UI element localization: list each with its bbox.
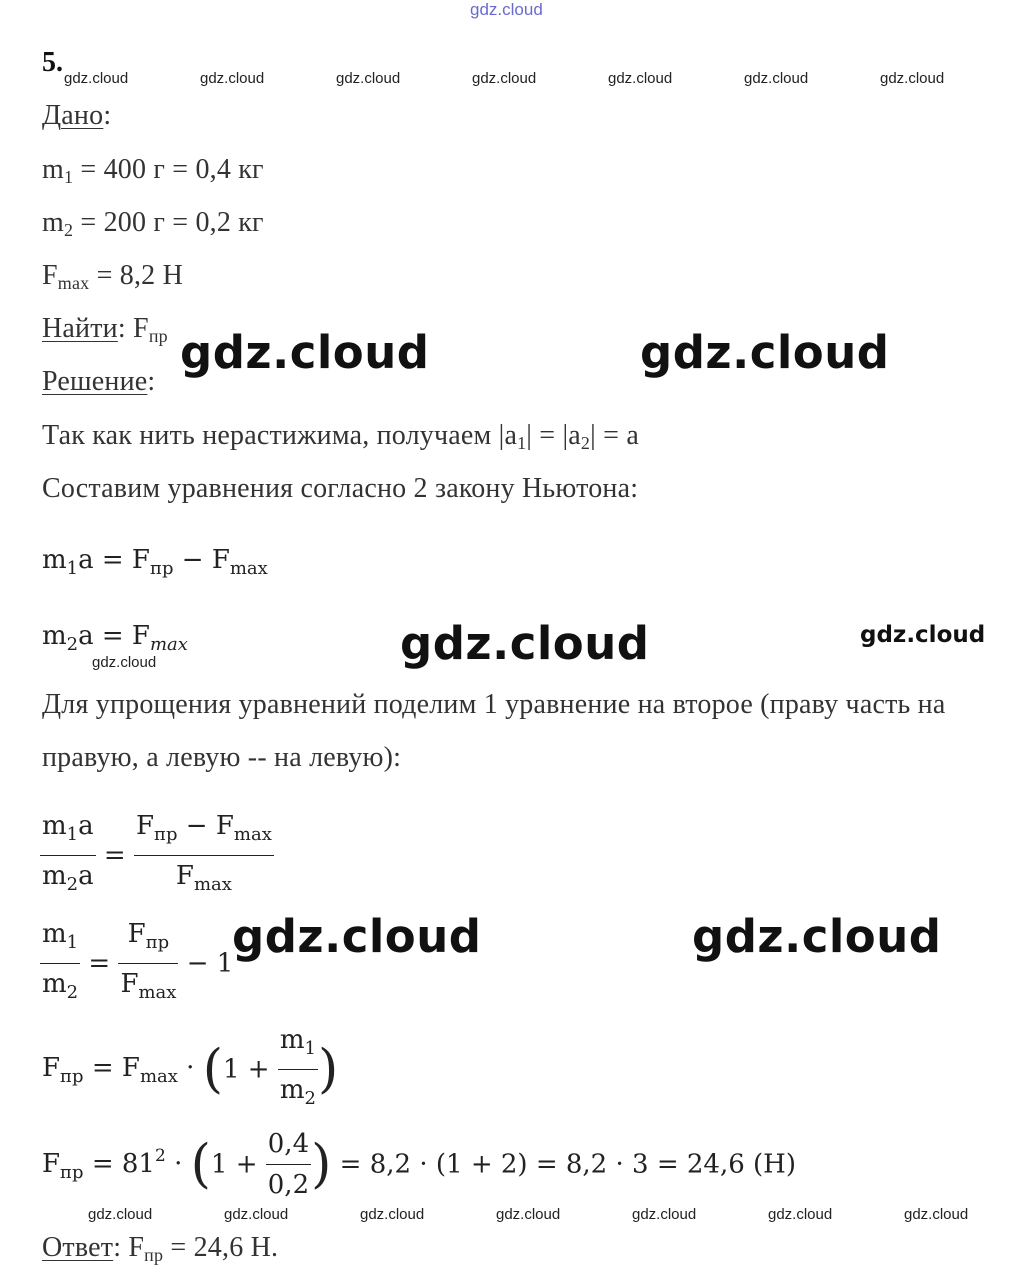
watermark-big: gdz.cloud [400,617,650,670]
watermark-small: gdz.cloud [336,70,401,87]
fraction: $\frac{m_1}{m_2}$ [40,914,80,1013]
given-heading: Дано: [42,100,112,131]
solution-label: Решение [42,366,148,397]
symbol-m: m [42,207,64,238]
given-label: Дано [42,100,104,131]
answer-value: = 24,6 Н. [163,1232,279,1263]
equation-3: $\frac{m_1a}{m_2a}$ = $\frac{F_{пр} - F_{max}}{F_{max}}$ [40,806,274,905]
given-fmax [42,260,183,294]
watermark-medium: gdz.cloud [860,622,986,648]
watermark-small: gdz.cloud [360,1206,425,1223]
given-m2-value: = 200 г = 0,2 кг [73,207,264,238]
watermark-small: gdz.cloud [92,654,157,671]
solution-heading: Решение: [42,366,156,397]
problem-number: 5. [42,47,63,78]
watermark-small: gdz.cloud [496,1206,561,1223]
subscript: 2 [580,433,591,453]
watermark-big: gdz.cloud [640,326,890,379]
solution-line1 [42,420,639,454]
equation-6: $F_{пр} = 81^2 \cdot (1$ + $\frac{0,4}{0,2}$ ) = 8,2 · (1 + 2) = 8,2 · 3 = 24,6 (Н) [42,1124,796,1205]
watermark-small: gdz.cloud [608,70,673,87]
watermark-small: gdz.cloud [632,1206,697,1223]
answer-line: Ответ: $F_{пр} = 24,6$ Н. [42,1232,279,1265]
solution-line4: правую, а левую -- на левую): [42,742,402,773]
equation-5: $F_{пр} = F_{max} \cdot (1$ + $\frac{m_1}{m_2}$ ) [42,1020,338,1119]
symbol-f: F [128,1232,145,1263]
equation-1: $m_1a = F_{пр} - F_{max}$ [42,545,268,579]
watermark-big: gdz.cloud [180,326,430,379]
fraction: $\frac{F_{пр} - F_{max}}{F_{max}}$ [134,806,274,905]
equation-2: $m_2a = F_{max}$ [42,621,188,655]
fraction: $\frac{0,4}{0,2}$ [266,1124,311,1205]
watermark-top: gdz.cloud [470,0,543,19]
watermark-small: gdz.cloud [200,70,265,87]
solution-line3: Для упрощения уравнений поделим 1 уравнение на второе (праву часть на [42,689,946,720]
given-m1-value: = 400 г = 0,4 кг [73,154,264,185]
fraction: $\frac{F_{пр}}{F_{max}}$ [118,914,178,1013]
solution-line2: Составим уравнения согласно 2 закону Ньютона: [42,473,639,504]
subscript: max [57,273,90,293]
subscript: 1 [63,167,74,187]
symbol-m: m [42,154,64,185]
watermark-small: gdz.cloud [64,70,129,87]
watermark-big: gdz.cloud [692,910,942,963]
watermark-small: gdz.cloud [768,1206,833,1223]
watermark-small: gdz.cloud [744,70,809,87]
fraction: $\frac{m_1}{m_2}$ [278,1020,318,1119]
find-line: Найти: $F_{пр}$ [42,313,168,346]
given-m1 [42,154,264,188]
text: | = a [590,420,639,451]
find-label: Найти [42,313,118,344]
watermark-small: gdz.cloud [904,1206,969,1223]
subscript: 1 [517,433,527,453]
subscript: пр [148,326,168,346]
watermark-small: gdz.cloud [880,70,945,87]
watermark-big: gdz.cloud [232,910,482,963]
watermark-small: gdz.cloud [472,70,537,87]
text: Так как нить нерастижима, получаем |a [42,420,518,451]
watermark-small: gdz.cloud [88,1206,153,1223]
equation-4: $\frac{m_1}{m_2}$ = $\frac{F_{пр}}{F_{max}}$ − 1 [40,914,233,1013]
symbol-f: F [42,260,58,291]
subscript: пр [144,1245,164,1265]
answer-label: Ответ [42,1232,114,1263]
fraction: $\frac{m_1a}{m_2a}$ [40,806,96,905]
given-fmax-value: = 8,2 Н [89,260,183,291]
given-m2 [42,207,264,241]
symbol-f: F [133,313,149,344]
subscript: 2 [63,220,74,240]
text: | = |a [526,420,581,451]
watermark-small: gdz.cloud [224,1206,289,1223]
